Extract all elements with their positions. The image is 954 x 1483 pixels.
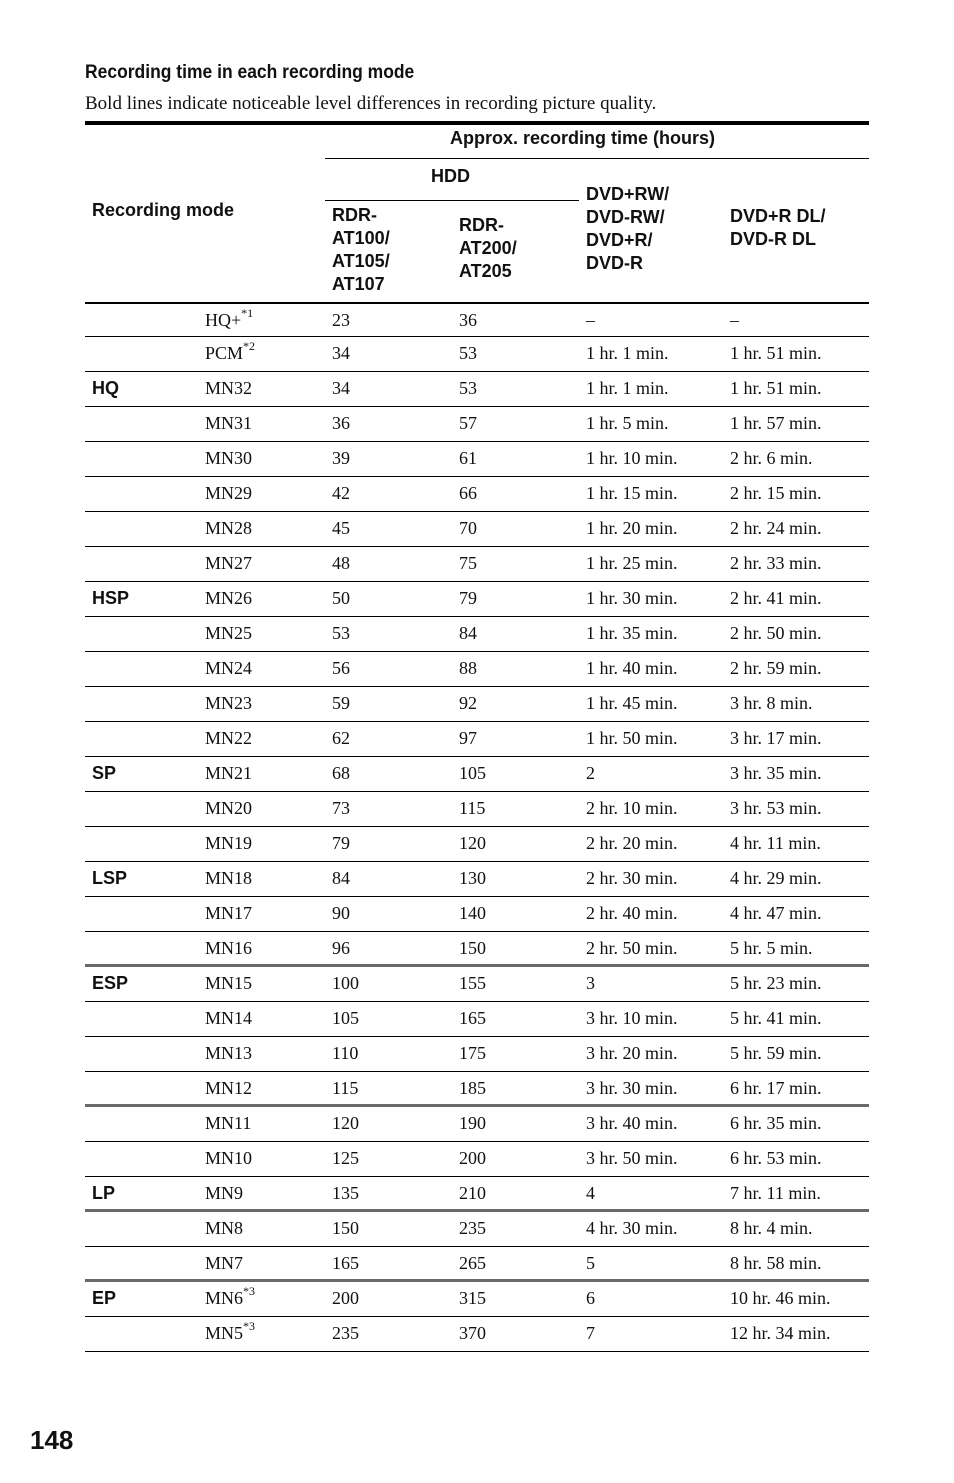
dvd-value: 3 hr. 10 min. (586, 1008, 678, 1028)
mode-label: MN8 (205, 1218, 244, 1238)
hdd-at200-value: 66 (459, 483, 477, 503)
table-row (85, 337, 869, 372)
mode-cell (205, 378, 252, 399)
header-hdd: HDD (431, 166, 470, 186)
hdd-at200-value: 84 (459, 623, 477, 643)
hdd-at100-value: 62 (332, 728, 350, 748)
table-row (85, 652, 869, 687)
footnote-marker: *3 (243, 1319, 256, 1333)
hdd-at200-value: 88 (459, 658, 477, 678)
dvd-dl-value: 4 hr. 11 min. (730, 833, 821, 853)
hdd-at100-value: 84 (332, 868, 350, 888)
dvd-dl-value: 5 hr. 41 min. (730, 1008, 822, 1028)
table-row (85, 722, 869, 757)
mode-cell (205, 1218, 243, 1239)
mode-label: MN11 (205, 1113, 252, 1133)
dvd-dl-value: 2 hr. 6 min. (730, 448, 813, 468)
mode-label: MN18 (205, 868, 253, 888)
table-row (85, 1282, 869, 1317)
group-label: HQ (92, 378, 119, 398)
table-row (85, 967, 869, 1002)
dvd-value: 1 hr. 1 min. (586, 378, 669, 398)
hdd-at200-value: 115 (459, 798, 486, 818)
dvd-dl-value: 6 hr. 35 min. (730, 1113, 822, 1133)
dvd-dl-value: 8 hr. 4 min. (730, 1218, 813, 1238)
dvd-dl-value: 2 hr. 41 min. (730, 588, 822, 608)
group-label: HSP (92, 588, 130, 608)
dvd-dl-value: 7 hr. 11 min. (730, 1183, 821, 1203)
table-row (85, 1107, 869, 1142)
mode-label: MN27 (205, 553, 253, 573)
table-row (85, 1142, 869, 1177)
mode-cell (205, 339, 256, 364)
mode-cell (205, 1113, 251, 1134)
mode-label: MN17 (205, 903, 253, 923)
mode-cell (205, 973, 252, 994)
mode-label: MN19 (205, 833, 253, 853)
table-top-rule (85, 121, 869, 125)
group-label: LSP (92, 868, 128, 888)
mode-cell (205, 798, 252, 819)
dvd-dl-value: 3 hr. 8 min. (730, 693, 813, 713)
section-subtitle: Bold lines indicate noticeable level differences in recording picture quality. (85, 93, 657, 114)
hdd-at200-value: 140 (459, 903, 486, 923)
mode-cell (205, 1319, 256, 1344)
dvd-dl-value: 1 hr. 57 min. (730, 413, 822, 433)
section-title: Recording time in each recording mode (85, 62, 415, 83)
mode-cell (205, 553, 252, 574)
mode-label: MN31 (205, 413, 253, 433)
hdd-at100-value: 39 (332, 448, 350, 468)
mode-cell (205, 588, 252, 609)
dvd-value: 2 hr. 30 min. (586, 868, 678, 888)
mode-cell (205, 1148, 252, 1169)
dvd-value: 1 hr. 1 min. (586, 343, 669, 363)
hdd-at100-value: 90 (332, 903, 350, 923)
mode-label: MN20 (205, 798, 253, 818)
hdd-at100-value: 73 (332, 798, 350, 818)
header-dvd-dl: DVD+R DL/ DVD-R DL (730, 206, 826, 249)
dvd-value: 1 hr. 5 min. (586, 413, 669, 433)
mode-cell (205, 763, 252, 784)
dvd-value: 3 hr. 30 min. (586, 1078, 678, 1098)
hdd-at100-value: 50 (332, 588, 350, 608)
mode-label: MN26 (205, 588, 253, 608)
hdd-at200-value: 75 (459, 553, 477, 573)
dvd-dl-value: 5 hr. 59 min. (730, 1043, 822, 1063)
mode-label: HQ+ (205, 310, 242, 330)
mode-label: MN14 (205, 1008, 253, 1028)
mode-label: MN25 (205, 623, 253, 643)
mode-label: MN28 (205, 518, 253, 538)
table-row (85, 897, 869, 932)
mode-cell (205, 658, 252, 679)
mode-label: MN32 (205, 378, 253, 398)
hdd-at100-value: 115 (332, 1078, 359, 1098)
dvd-value: 1 hr. 25 min. (586, 553, 678, 573)
dvd-dl-value: 6 hr. 17 min. (730, 1078, 822, 1098)
hdd-at200-value: 53 (459, 343, 477, 363)
hdd-at100-value: 23 (332, 310, 350, 330)
dvd-value: 1 hr. 50 min. (586, 728, 678, 748)
hdd-at200-value: 36 (459, 310, 477, 330)
hdd-at100-value: 200 (332, 1288, 359, 1308)
mode-cell (205, 1078, 252, 1099)
dvd-dl-value: 12 hr. 34 min. (730, 1323, 831, 1343)
hdd-at200-value: 165 (459, 1008, 486, 1028)
table-row (85, 582, 869, 617)
hdd-at200-value: 185 (459, 1078, 486, 1098)
mode-label: PCM (205, 343, 244, 363)
header-at200: RDR- AT200/ AT205 (459, 215, 517, 281)
hdd-at100-value: 34 (332, 343, 350, 363)
dvd-value: 1 hr. 10 min. (586, 448, 678, 468)
dvd-value: 3 (586, 973, 595, 993)
dvd-value: 1 hr. 45 min. (586, 693, 678, 713)
group-label: LP (92, 1183, 116, 1203)
page-number: 148 (30, 1425, 74, 1455)
table-row (85, 442, 869, 477)
dvd-dl-value: 6 hr. 53 min. (730, 1148, 822, 1168)
table-row (85, 827, 869, 862)
mode-cell (205, 518, 252, 539)
dvd-dl-value: 2 hr. 50 min. (730, 623, 822, 643)
dvd-value: 1 hr. 30 min. (586, 588, 678, 608)
mode-cell (205, 938, 252, 959)
group-label: EP (92, 1288, 117, 1308)
mode-cell (205, 903, 252, 924)
hdd-at100-value: 135 (332, 1183, 359, 1203)
hdd-at100-value: 45 (332, 518, 350, 538)
mode-label: MN16 (205, 938, 253, 958)
table-row (85, 1247, 869, 1282)
dvd-value: 6 (586, 1288, 595, 1308)
header-recording-mode: Recording mode (92, 200, 235, 220)
hdd-at100-value: 165 (332, 1253, 359, 1273)
dvd-value: 1 hr. 35 min. (586, 623, 678, 643)
mode-cell (205, 1043, 252, 1064)
dvd-value: 1 hr. 40 min. (586, 658, 678, 678)
dvd-value: 3 hr. 50 min. (586, 1148, 678, 1168)
dvd-value: 2 hr. 10 min. (586, 798, 678, 818)
table-row (85, 687, 869, 722)
hdd-at100-value: 48 (332, 553, 350, 573)
mode-cell (205, 1183, 243, 1204)
mode-label: MN12 (205, 1078, 253, 1098)
hdd-at100-value: 68 (332, 763, 350, 783)
hdd-at200-value: 315 (459, 1288, 486, 1308)
mode-label: MN24 (205, 658, 253, 678)
dvd-dl-value: 2 hr. 59 min. (730, 658, 822, 678)
hdd-at200-value: 53 (459, 378, 477, 398)
header-rule-hdd (325, 200, 579, 201)
dvd-dl-value: 3 hr. 17 min. (730, 728, 822, 748)
hdd-at200-value: 97 (459, 728, 477, 748)
hdd-at100-value: 56 (332, 658, 350, 678)
dvd-value: 1 hr. 20 min. (586, 518, 678, 538)
mode-label: MN7 (205, 1253, 244, 1273)
hdd-at200-value: 265 (459, 1253, 486, 1273)
mode-cell (205, 1253, 243, 1274)
header-dvd-rw: DVD+RW/ DVD-RW/ DVD+R/ DVD-R (586, 184, 670, 273)
hdd-at100-value: 110 (332, 1043, 359, 1063)
dvd-value: 1 hr. 15 min. (586, 483, 678, 503)
hdd-at100-value: 235 (332, 1323, 359, 1343)
mode-cell (205, 413, 252, 434)
mode-label: MN9 (205, 1183, 244, 1203)
mode-label: MN22 (205, 728, 253, 748)
dvd-dl-value: 4 hr. 29 min. (730, 868, 822, 888)
table-row (85, 547, 869, 582)
table-row (85, 477, 869, 512)
hdd-at100-value: 36 (332, 413, 350, 433)
hdd-at100-value: 59 (332, 693, 350, 713)
hdd-at100-value: 53 (332, 623, 350, 643)
hdd-at100-value: 96 (332, 938, 350, 958)
dvd-value: 7 (586, 1323, 595, 1343)
mode-label: MN29 (205, 483, 253, 503)
hdd-at200-value: 120 (459, 833, 486, 853)
hdd-at200-value: 130 (459, 868, 486, 888)
hdd-at200-value: 150 (459, 938, 486, 958)
table-row (85, 1002, 869, 1037)
hdd-at200-value: 92 (459, 693, 477, 713)
dvd-dl-value: 5 hr. 23 min. (730, 973, 822, 993)
dvd-value: 5 (586, 1253, 595, 1273)
mode-cell (205, 1008, 252, 1029)
dvd-dl-value: 4 hr. 47 min. (730, 903, 822, 923)
table-row (85, 372, 869, 407)
group-label: ESP (92, 973, 129, 993)
hdd-at100-value: 120 (332, 1113, 359, 1133)
mode-cell (205, 693, 252, 714)
dvd-dl-value: 5 hr. 5 min. (730, 938, 813, 958)
dvd-value: 3 hr. 40 min. (586, 1113, 678, 1133)
mode-label: MN23 (205, 693, 253, 713)
header-at100: RDR- AT100/ AT105/ AT107 (332, 205, 390, 294)
table-row (85, 757, 869, 792)
table-row (85, 302, 869, 337)
table-body (85, 302, 869, 1352)
mode-cell (205, 1284, 256, 1309)
dvd-dl-value: 8 hr. 58 min. (730, 1253, 822, 1273)
hdd-at100-value: 34 (332, 378, 350, 398)
table-row (85, 512, 869, 547)
table-row (85, 1037, 869, 1072)
footnote-marker: *2 (243, 339, 256, 353)
hdd-at100-value: 150 (332, 1218, 359, 1238)
mode-label: MN6 (205, 1288, 244, 1308)
mode-cell (205, 448, 252, 469)
hdd-at100-value: 125 (332, 1148, 359, 1168)
dvd-dl-value: 10 hr. 46 min. (730, 1288, 831, 1308)
hdd-at100-value: 42 (332, 483, 350, 503)
hdd-at200-value: 210 (459, 1183, 486, 1203)
dvd-value: 2 (586, 763, 595, 783)
header-approx-time: Approx. recording time (hours) (450, 128, 716, 148)
dvd-dl-value: 2 hr. 24 min. (730, 518, 822, 538)
dvd-value: 4 (586, 1183, 595, 1203)
mode-cell (205, 306, 254, 331)
table-row (85, 932, 869, 967)
table-row (85, 617, 869, 652)
hdd-at100-value: 105 (332, 1008, 359, 1028)
hdd-at200-value: 57 (459, 413, 477, 433)
table-row (85, 1177, 869, 1212)
mode-label: MN10 (205, 1148, 253, 1168)
dvd-dl-value: 1 hr. 51 min. (730, 378, 822, 398)
footnote-marker: *1 (241, 306, 254, 320)
dvd-value: 4 hr. 30 min. (586, 1218, 678, 1238)
dvd-dl-value: 3 hr. 53 min. (730, 798, 822, 818)
mode-label: MN21 (205, 763, 253, 783)
mode-label: MN15 (205, 973, 253, 993)
mode-label: MN13 (205, 1043, 253, 1063)
table-row (85, 1317, 869, 1352)
dvd-value: 2 hr. 40 min. (586, 903, 678, 923)
mode-cell (205, 868, 252, 889)
table-row (85, 1212, 869, 1247)
dvd-dl-value: – (730, 310, 739, 330)
mode-label: MN30 (205, 448, 253, 468)
mode-cell (205, 833, 252, 854)
dvd-value: 3 hr. 20 min. (586, 1043, 678, 1063)
dvd-dl-value: 2 hr. 15 min. (730, 483, 822, 503)
mode-cell (205, 728, 252, 749)
hdd-at200-value: 235 (459, 1218, 486, 1238)
hdd-at200-value: 200 (459, 1148, 486, 1168)
footnote-marker: *3 (243, 1284, 256, 1298)
mode-cell (205, 483, 252, 504)
dvd-dl-value: 1 hr. 51 min. (730, 343, 822, 363)
hdd-at200-value: 70 (459, 518, 477, 538)
group-label: SP (92, 763, 117, 783)
hdd-at100-value: 79 (332, 833, 350, 853)
mode-label: MN5 (205, 1323, 244, 1343)
table-row (85, 792, 869, 827)
hdd-at200-value: 190 (459, 1113, 486, 1133)
dvd-dl-value: 2 hr. 33 min. (730, 553, 822, 573)
hdd-at200-value: 105 (459, 763, 486, 783)
table-row (85, 407, 869, 442)
dvd-value: 2 hr. 20 min. (586, 833, 678, 853)
hdd-at200-value: 370 (459, 1323, 486, 1343)
header-rule-approx (325, 158, 869, 159)
hdd-at200-value: 79 (459, 588, 477, 608)
mode-cell (205, 623, 252, 644)
hdd-at100-value: 100 (332, 973, 359, 993)
dvd-dl-value: 3 hr. 35 min. (730, 763, 822, 783)
hdd-at200-value: 175 (459, 1043, 486, 1063)
table-row (85, 862, 869, 897)
hdd-at200-value: 61 (459, 448, 477, 468)
table-row (85, 1072, 869, 1107)
dvd-value: – (586, 310, 595, 330)
dvd-value: 2 hr. 50 min. (586, 938, 678, 958)
hdd-at200-value: 155 (459, 973, 486, 993)
